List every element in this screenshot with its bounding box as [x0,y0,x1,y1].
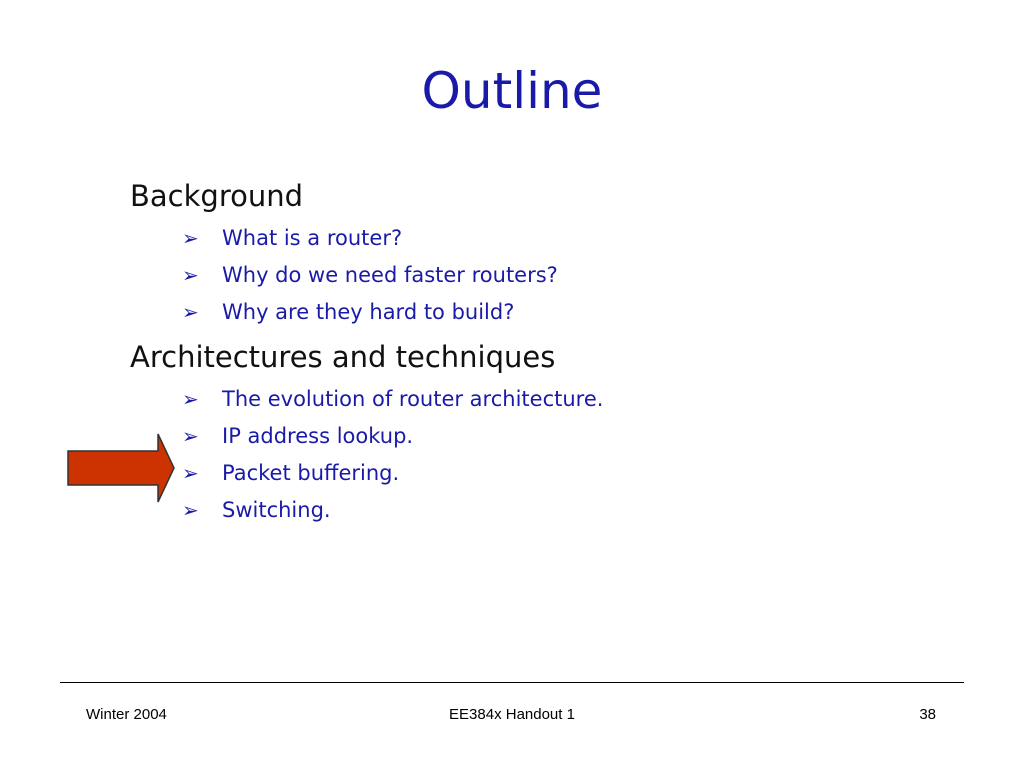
bullet-text: IP address lookup. [222,424,414,448]
slide-title: Outline [421,62,603,120]
bullet-item [130,381,930,418]
section-heading: Background [130,179,304,213]
bullet-text: Switching. [222,498,331,522]
bullet-text: Why do we need faster routers? [222,263,558,287]
bullet-list [130,220,930,331]
arrow-shape [68,434,174,502]
bullet-list [130,381,930,529]
footer-course: EE384x Handout 1 [449,706,575,723]
arrowhead-bullet-icon: ➢ [182,498,199,522]
arrowhead-bullet-icon: ➢ [182,226,199,250]
footer-divider [60,682,964,683]
bullet-item [130,257,930,294]
bullet-item [130,455,930,492]
arrowhead-bullet-icon: ➢ [182,461,199,485]
section-background [130,176,930,331]
bullet-item [130,492,930,529]
bullet-item [130,294,930,331]
bullet-item [130,418,930,455]
footer-date: Winter 2004 [86,706,167,723]
arrowhead-bullet-icon: ➢ [182,300,199,324]
bullet-item [130,220,930,257]
section-heading: Architectures and techniques [130,340,556,374]
outline-list [130,176,930,529]
bullet-text: Why are they hard to build? [222,300,515,324]
page-number: 38 [919,706,936,723]
bullet-text: The evolution of router architecture. [222,387,604,411]
bullet-text: What is a router? [222,226,403,250]
section-architectures [130,337,930,529]
right-arrow-icon [66,432,176,504]
arrowhead-bullet-icon: ➢ [182,387,199,411]
arrowhead-bullet-icon: ➢ [182,263,199,287]
bullet-text: Packet buffering. [222,461,400,485]
arrowhead-bullet-icon: ➢ [182,424,199,448]
